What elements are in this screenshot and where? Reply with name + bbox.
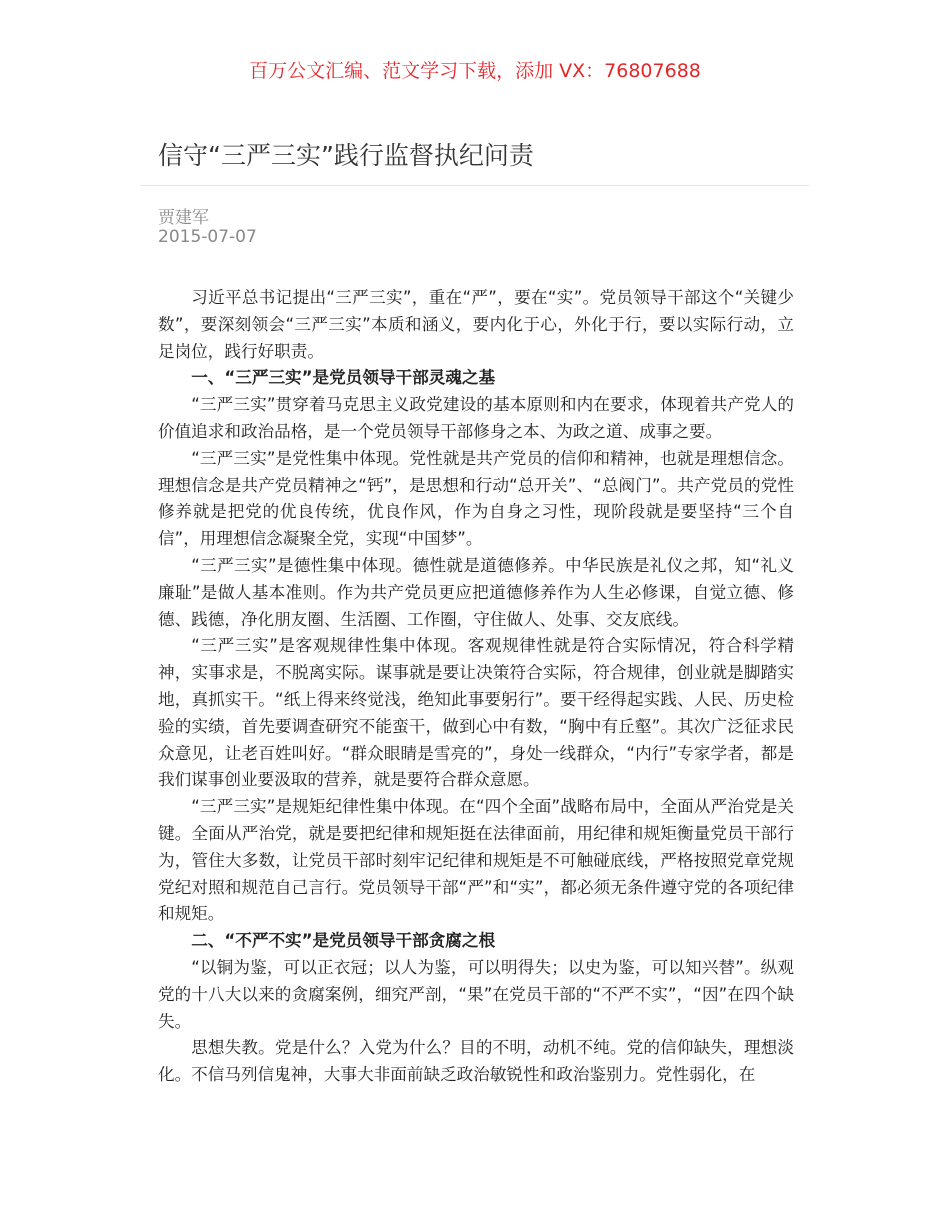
section-heading: 二、“不严不实”是党员领导干部贪腐之根 [191, 931, 496, 951]
download-banner: 百万公文汇编、范文学习下载，添加 VX：76807688 [249, 60, 701, 82]
title-divider [140, 185, 810, 186]
paragraph: “三严三实”是规矩纪律性集中体现。在“四个全面”战略布局中，全面从严治党是关键。全面从严治党，就是要把纪律和规矩挺在法律面前，用纪律和规矩衡量党员干部行为，管住大多数，让党员干部时刻牢记纪律和规矩是不可触碰底线，严格按照党章党规党纪对照和规范自己言行。党员领导干部“严”和“实”，都必须无条件遵守党的各项纪律和规矩。 [158, 797, 794, 924]
paragraph: “三严三实”是德性集中体现。德性就是道德修养。中华民族是礼仪之邦，知“礼义廉耻”是做人基本准则。作为共产党员更应把道德修养作为人生必修课，自觉立德、修德、践德，净化朋友圈、生活圈、工作圈，守住做人、处事、交友底线。 [158, 555, 794, 629]
section-heading: 一、“三严三实”是党员领导干部灵魂之基 [191, 368, 496, 388]
paragraph: “以铜为鉴，可以正衣冠；以人为鉴，可以明得失；以史为鉴，可以知兴替”。纵观党的十八大以来的贪腐案例，细究严剖，“果”在党员干部的“不严不实”，“因”在四个缺失。 [158, 957, 794, 1031]
article-title: 信守“三严三实”践行监督执纪问责 [158, 141, 534, 170]
article-body [158, 285, 794, 1089]
paragraph: 思想失教。党是什么？入党为什么？目的不明，动机不纯。党的信仰缺失，理想淡化。不信马列信鬼神，大事大非面前缺乏政治敏锐性和政治鉴别力。党性弱化，在 [158, 1038, 794, 1085]
paragraph: 习近平总书记提出“三严三实”，重在“严”，要在“实”。党员领导干部这个“关键少数”，要深刻领会“三严三实”本质和涵义，要内化于心，外化于行，要以实际行动，立足岗位，践行好职责。 [158, 288, 794, 361]
paragraph: “三严三实”是党性集中体现。党性就是共产党员的信仰和精神，也就是理想信念。理想信念是共产党员精神之“钙”，是思想和行动“总开关”、“总阀门”。共产党员的党性修养就是把党的优良传统，优良作风，作为自身之习性，现阶段就是要坚持“三个自信”，用理想信念凝聚全党，实现“中国梦”。 [158, 448, 794, 549]
article-date: 2015-07-07 [158, 227, 257, 247]
paragraph: “三严三实”是客观规律性集中体现。客观规律性就是符合实际情况，符合科学精神，实事求是，不脱离实际。谋事就是要让决策符合实际，符合规律，创业就是脚踏实地，真抓实干。“纸上得来终觉浅，绝知此事要躬行”。要干经得起实践、人民、历史检验的实绩，首先要调查研究不能蛮干，做到心中有数，“胸中有丘壑”。其次广泛征求民众意见，让老百姓叫好。“群众眼睛是雪亮的”，身处一线群众，“内行”专家学者，都是我们谋事创业要汲取的营养，就是要符合群众意愿。 [158, 636, 794, 790]
paragraph: “三严三实”贯穿着马克思主义政党建设的基本原则和内在要求，体现着共产党人的价值追求和政治品格，是一个党员领导干部修身之本、为政之道、成事之要。 [158, 395, 794, 441]
article-author: 贾建军 [158, 208, 209, 228]
